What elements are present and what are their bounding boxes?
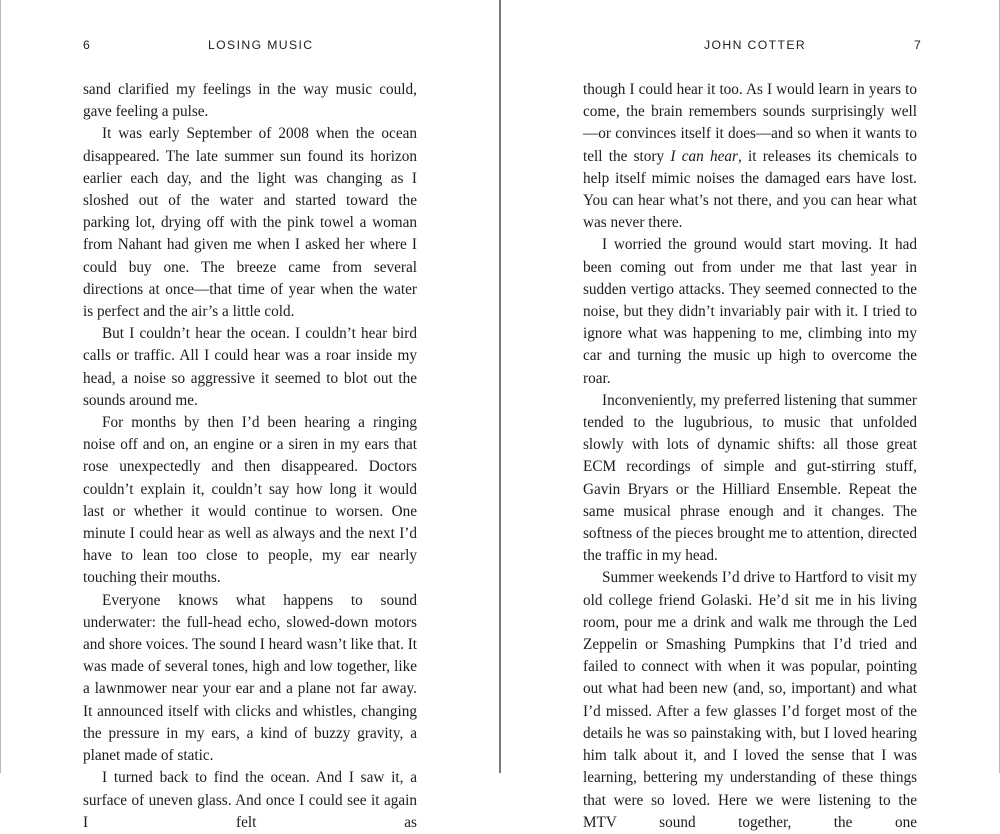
paragraph: I turned back to find the ocean. And I saw it, a surface of uneven glass. And once I could see it again I felt as	[83, 769, 417, 831]
paragraph: Summer weekends I’d drive to Hartford to visit my old college friend Golaski. He’d sit me in his living room, pour me a drink and walk me through the Led Zeppelin or Smashing Pumpkins that I’d tried and failed to connect with when it was popular, pointing out what had been new (and, so, important) and what I’d missed. After a few glasses I’d forget most of the details he was so painstaking with, but I loved hearing him talk about it, and I loved the sense that I was learning, bettering my understanding of these things that were so loved. Here we were listening to the MTV sound together, the one	[583, 569, 917, 831]
paragraph: sand clarified my feelings in the way music could, gave feeling a pulse.	[83, 81, 417, 121]
paragraph-text: , it releases its chemicals to help itself mimic noises the damaged ears have lost. You can hear what’s not there, and you can hear what was never there.	[583, 147, 917, 232]
right-page-body	[583, 79, 917, 834]
right-page	[501, 0, 1000, 831]
left-page-body	[83, 79, 417, 834]
left-page-number: 6	[83, 38, 92, 52]
paragraph: I worried the ground would start moving. It had been coming out from under me that last year in sudden vertigo attacks. They seemed connected to the noise, but they didn’t invariably pair with it. I tried to ignore what was happening to me, climbing into my car and turning the music up high to overcome the roar.	[583, 236, 917, 387]
paragraph-text: though I could hear it too. As I would learn in years to come, the brain remembers sounds surprisingly well—or convinces itself it does—and so when it wants to tell the story	[583, 81, 917, 165]
paragraph: Inconveniently, my preferred listening that summer tended to the lugubrious, to music that unfolded slowly with lots of dynamic shifts: all those great ECM recordings of simple and gut-stirring stuff, Gavin Bryars or the Hilliard Ensemble. Repeat the same musical phrase enough and it changes. The softness of the pieces brought me to attention, directed the traffic in my head.	[583, 391, 917, 565]
paragraph: Everyone knows what happens to sound underwater: the full-head echo, slowed-down motors and shore voices. The sound I heard wasn’t like that. It was made of several tones, high and low together, like a lawnmower near your ear and a plane not far away. It announced itself with clicks and whistles, changing the pressure in my ears, a kind of buzzy gravity, a planet made of static.	[83, 591, 418, 765]
left-page	[0, 0, 499, 831]
paragraph: For months by then I’d been hearing a ringing noise off and on, an engine or a siren in my ears that rose unexpectedly and then disappeared. Doctors couldn’t explain it, couldn’t say how long it would last or whether it would continue to worsen. One minute I could hear as well as always and the next I’d have to lean too close to people, my ear nearly touching their mouths.	[83, 414, 417, 587]
paragraph: It was early September of 2008 when the ocean disappeared. The late summer sun found its horizon earlier each day, and the light was changing as I sloshed out of the water and started toward the parking lot, drying off with the pink towel a woman from Nahant had given me when I asked her where I could buy one. The breeze came from several directions at once—that time of year when the water is perfect and the air’s a little cold.	[83, 125, 417, 321]
paragraph	[583, 79, 917, 234]
right-running-head: JOHN COTTER	[704, 38, 807, 52]
right-page-number: 7	[914, 38, 923, 52]
italic-phrase: I can hear	[670, 147, 738, 165]
paragraph: But I couldn’t hear the ocean. I couldn’t hear bird calls or traffic. All I could hear was a roar inside my head, a noise so aggressive it seemed to blot out the sounds around me.	[83, 325, 417, 409]
left-running-head: LOSING MUSIC	[208, 38, 314, 52]
